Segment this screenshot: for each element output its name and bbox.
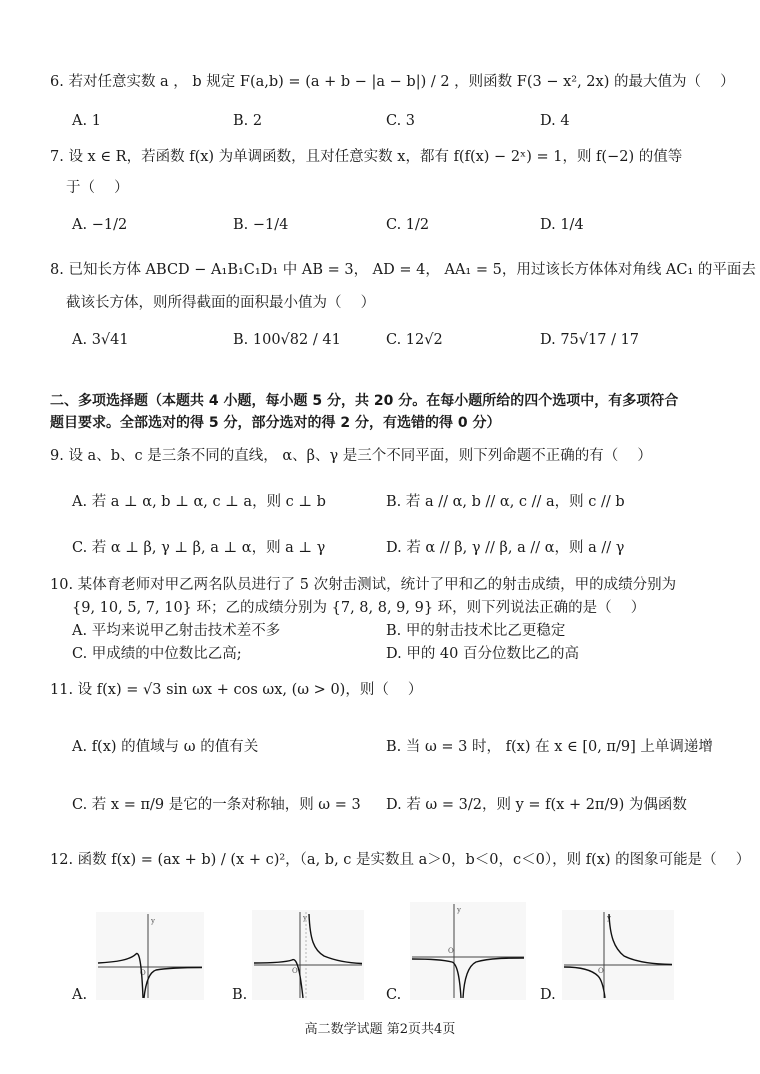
q11-option-b: B. 当 ω = 3 时， f(x) 在 x ∈ [0, π/9] 上单调递增 [386,739,713,755]
graph-a-origin-label: O [140,969,146,977]
q10-stem-line2: {9, 10, 5, 7, 10} 环；乙的成绩分别为 {7, 8, 8, 9, 9} 环，则下列说法正确的是（ ） [72,600,646,616]
q11-option-c: C. 若 x = π/9 是它的一条对称轴，则 ω = 3 [72,797,361,813]
graph-d-y-label: y [607,914,611,922]
q8-stem-line1: 8. 已知长方体 ABCD − A₁B₁C₁D₁ 中 AB = 3， AD = 4， AA₁ = 5，用过该长方体体对角线 AC₁ 的平面去 [50,262,756,278]
graph-a [96,912,204,1000]
q10-stem-line1: 10. 某体育老师对甲乙两名队员进行了 5 次射击测试，统计了甲和乙的射击成绩，甲的成绩分别为 [50,577,677,593]
q8-stem-line2: 截该长方体，则所得截面的面积最小值为（ ） [66,295,376,311]
graph-b [252,910,364,1000]
q10-option-c: C. 甲成绩的中位数比乙高; [72,646,242,662]
q10-option-d: D. 甲的 40 百分位数比乙的高 [386,646,579,662]
section2-heading-line1: 二、多项选择题（本题共 4 小题，每小题 5 分，共 20 分。在每小题所给的四个选项中，有多项符合 [50,393,679,409]
graph-c-origin-label: O [448,947,454,955]
q11-option-d: D. 若 ω = 3/2，则 y = f(x + 2π/9) 为偶函数 [386,797,687,813]
q10-option-b: B. 甲的射击技术比乙更稳定 [386,623,566,639]
q7-stem-line1: 7. 设 x ∈ R，若函数 f(x) 为单调函数，且对任意实数 x，都有 f(f(x) − 2ˣ) = 1，则 f(−2) 的值等 [50,149,683,165]
graph-d-label: D. [540,987,556,1003]
section2-heading-line2: 题目要求。全部选对的得 5 分，部分选对的得 2 分，有选错的得 0 分） [50,415,501,431]
q9-stem: 9. 设 a、b、c 是三条不同的直线， α、β、γ 是三个不同平面，则下列命题不正确的有（ ） [50,448,652,464]
graph-a-y-label: y [151,917,155,925]
q12-stem: 12. 函数 f(x) = (ax + b) / (x + c)²，（a, b, c 是实数且 a＞0，b＜0，c＜0），则 f(x) 的图象可能是（ ） [50,852,751,868]
graph-c-y-label: y [457,906,461,914]
graph-b-label: B. [232,987,248,1003]
q6-stem: 6. 若对任意实数 a ， b 规定 F(a,b) = (a + b − |a − b|) / 2 ，则函数 F(3 − x², 2x) 的最大值为（ ） [50,74,735,90]
graph-c [410,902,526,1000]
q7-stem-line2: 于（ ） [66,180,129,196]
q7-option-a: A. −1/2 [72,217,128,233]
q8-option-a: A. 3√41 [72,332,129,348]
q6-option-a: A. 1 [72,113,101,129]
q6-option-c: C. 3 [386,113,416,129]
q11-stem: 11. 设 f(x) = √3 sin ωx + cos ωx, (ω > 0)，则（ ） [50,682,423,698]
graph-b-y-label: y [303,914,307,922]
q8-option-c: C. 12√2 [386,332,443,348]
q9-option-d: D. 若 α // β, γ // β, a // α，则 a // γ [386,540,625,556]
q9-option-a: A. 若 a ⊥ α, b ⊥ α, c ⊥ a，则 c ⊥ b [72,494,326,510]
q10-option-a: A. 平均来说甲乙射击技术差不多 [72,623,281,639]
q7-option-b: B. −1/4 [233,217,289,233]
q8-option-d: D. 75√17 / 17 [540,332,640,348]
q8-option-b: B. 100√82 / 41 [233,332,341,348]
graph-d [562,910,674,1000]
q11-option-a: A. f(x) 的值域与 ω 的值有关 [72,739,259,755]
graph-d-origin-label: O [598,967,604,975]
q7-option-c: C. 1/2 [386,217,430,233]
q6-option-b: B. 2 [233,113,263,129]
q9-option-c: C. 若 α ⊥ β, γ ⊥ β, a ⊥ α，则 a ⊥ γ [72,540,326,556]
graph-c-label: C. [386,987,402,1003]
graph-a-label: A. [72,987,88,1003]
page-footer: 高二数学试题 第2页共4页 [304,1022,456,1037]
graph-b-origin-label: O [292,967,298,975]
q7-option-d: D. 1/4 [540,217,584,233]
q9-option-b: B. 若 a // α, b // α, c // a，则 c // b [386,494,625,510]
q6-option-d: D. 4 [540,113,570,129]
